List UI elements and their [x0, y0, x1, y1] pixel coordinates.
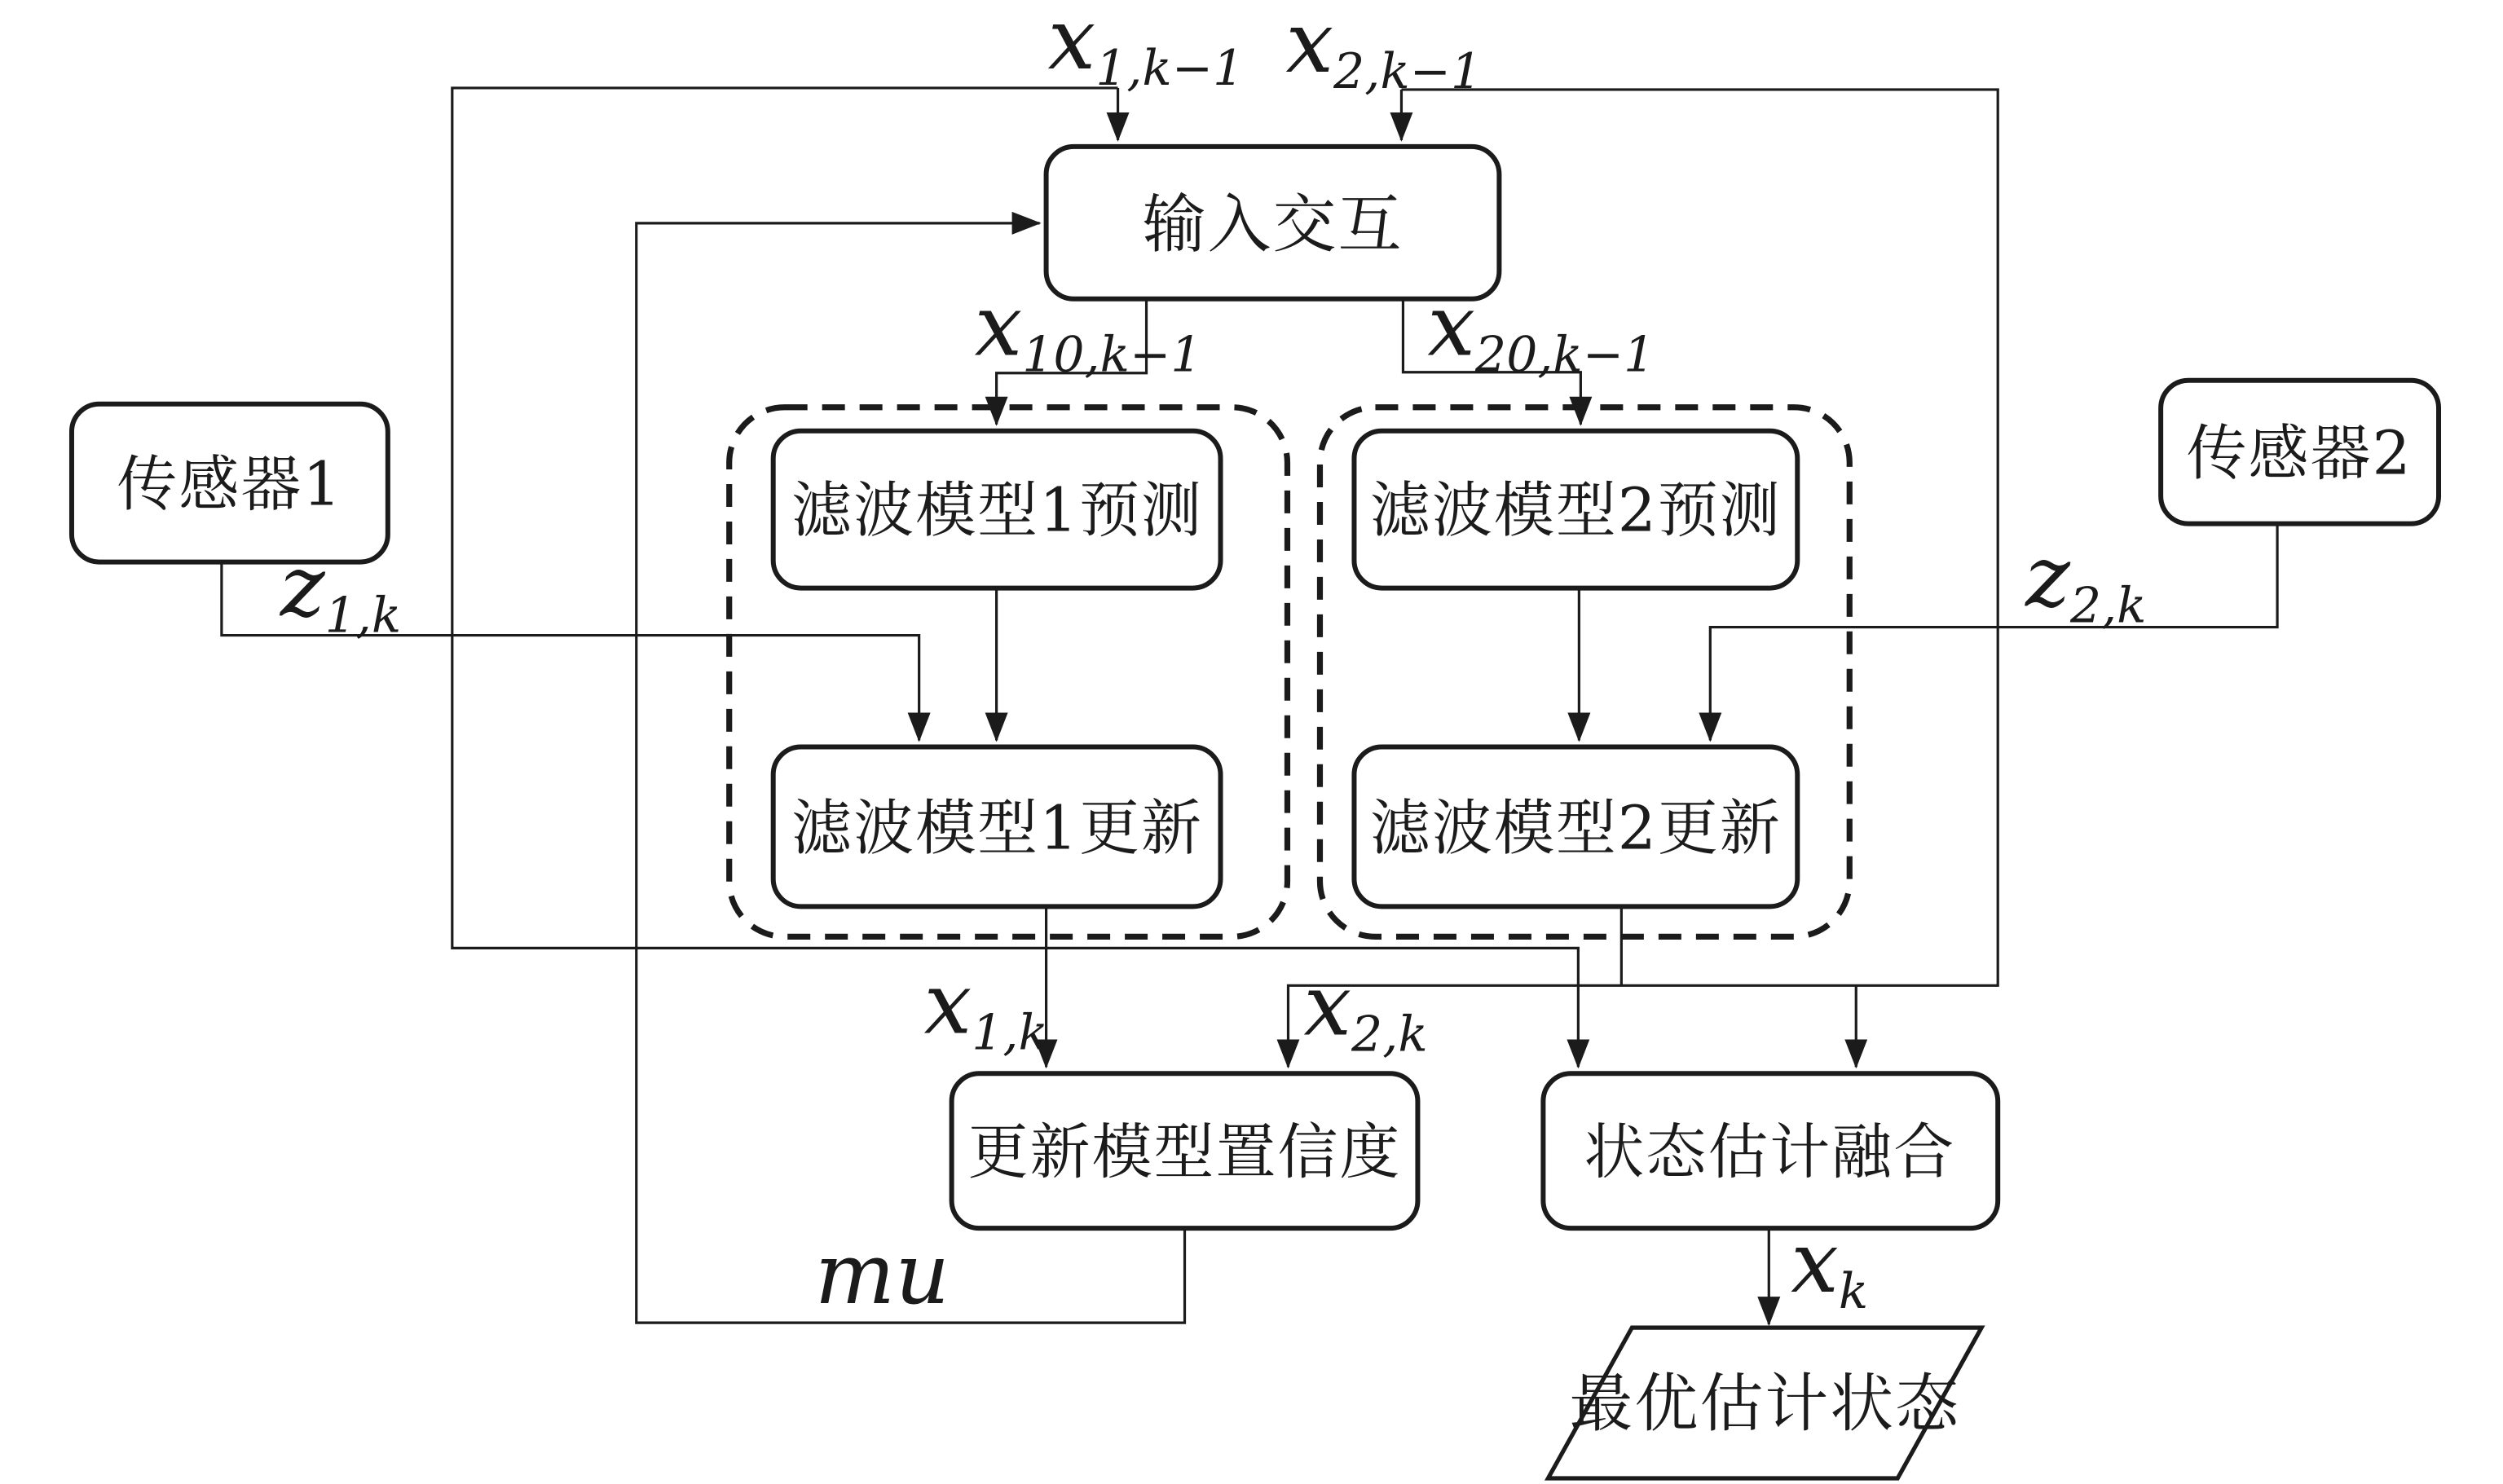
- label-x1k-base: x: [923, 954, 972, 1054]
- node-filter1-update-label: 滤波模型1更新: [791, 793, 1204, 864]
- label-x20km1-base: x: [1427, 276, 1476, 376]
- node-state-fusion: [1543, 1073, 1998, 1228]
- node-optimal-state-label: 最优估计状态: [1569, 1367, 1961, 1442]
- node-input-interaction: [1047, 147, 1500, 299]
- label-z2k: [2024, 528, 2146, 635]
- label-x10km1-base: x: [974, 276, 1023, 376]
- label-x2k-sub: 2,k: [1351, 1006, 1428, 1063]
- node-sensor1: [72, 404, 388, 562]
- label-xk-sub: k: [1838, 1263, 1869, 1321]
- label-xk-base: x: [1791, 1213, 1839, 1313]
- label-x20km1: [1427, 277, 1655, 384]
- node-filter2-update-label: 滤波模型2更新: [1369, 793, 1782, 864]
- node-update-confidence-label: 更新模型置信度: [967, 1117, 1402, 1188]
- node-filter2-predict-label: 滤波模型2预测: [1369, 475, 1782, 546]
- node-optimal-state: [1548, 1328, 1981, 1478]
- node-filter2-update: [1354, 746, 1797, 906]
- node-input-interaction-label: 输入交互: [1142, 187, 1404, 262]
- node-filter1-update: [773, 746, 1221, 906]
- label-x1k-sub: 1,k: [972, 1004, 1048, 1062]
- label-x2km1-sub: 2,k−1: [1333, 42, 1483, 100]
- label-x1km1-base: x: [1047, 0, 1096, 89]
- node-filter1-predict: [773, 431, 1221, 588]
- label-z2k-sub: 2,k: [2069, 577, 2147, 635]
- label-z1k-base: z: [280, 537, 325, 636]
- node-filter1-predict-label: 滤波模型1预测: [791, 475, 1204, 546]
- label-mu-base: mu: [814, 1225, 950, 1324]
- label-z1k-sub: 1,k: [324, 587, 402, 645]
- node-state-fusion-label: 状态估计融合: [1584, 1117, 1956, 1188]
- label-z2k-base: z: [2025, 527, 2070, 627]
- node-sensor1-label: 传感器1: [117, 449, 343, 520]
- label-x20km1-sub: 20,k−1: [1475, 326, 1655, 384]
- label-mu: [815, 1225, 950, 1323]
- label-x1km1-sub: 1,k−1: [1095, 39, 1245, 97]
- label-x2k: [1303, 956, 1427, 1063]
- label-x2k-base: x: [1303, 956, 1352, 1055]
- label-x10km1-sub: 10,k−1: [1022, 326, 1202, 384]
- node-update-confidence: [952, 1073, 1418, 1228]
- label-x1km1: [1048, 0, 1245, 97]
- label-x2km1-base: x: [1285, 0, 1334, 92]
- node-sensor2: [2161, 381, 2439, 524]
- label-x2km1: [1285, 0, 1482, 100]
- label-x1k: [924, 954, 1048, 1061]
- node-sensor2-label: 传感器2: [2186, 418, 2413, 489]
- node-filter2-predict: [1354, 431, 1797, 588]
